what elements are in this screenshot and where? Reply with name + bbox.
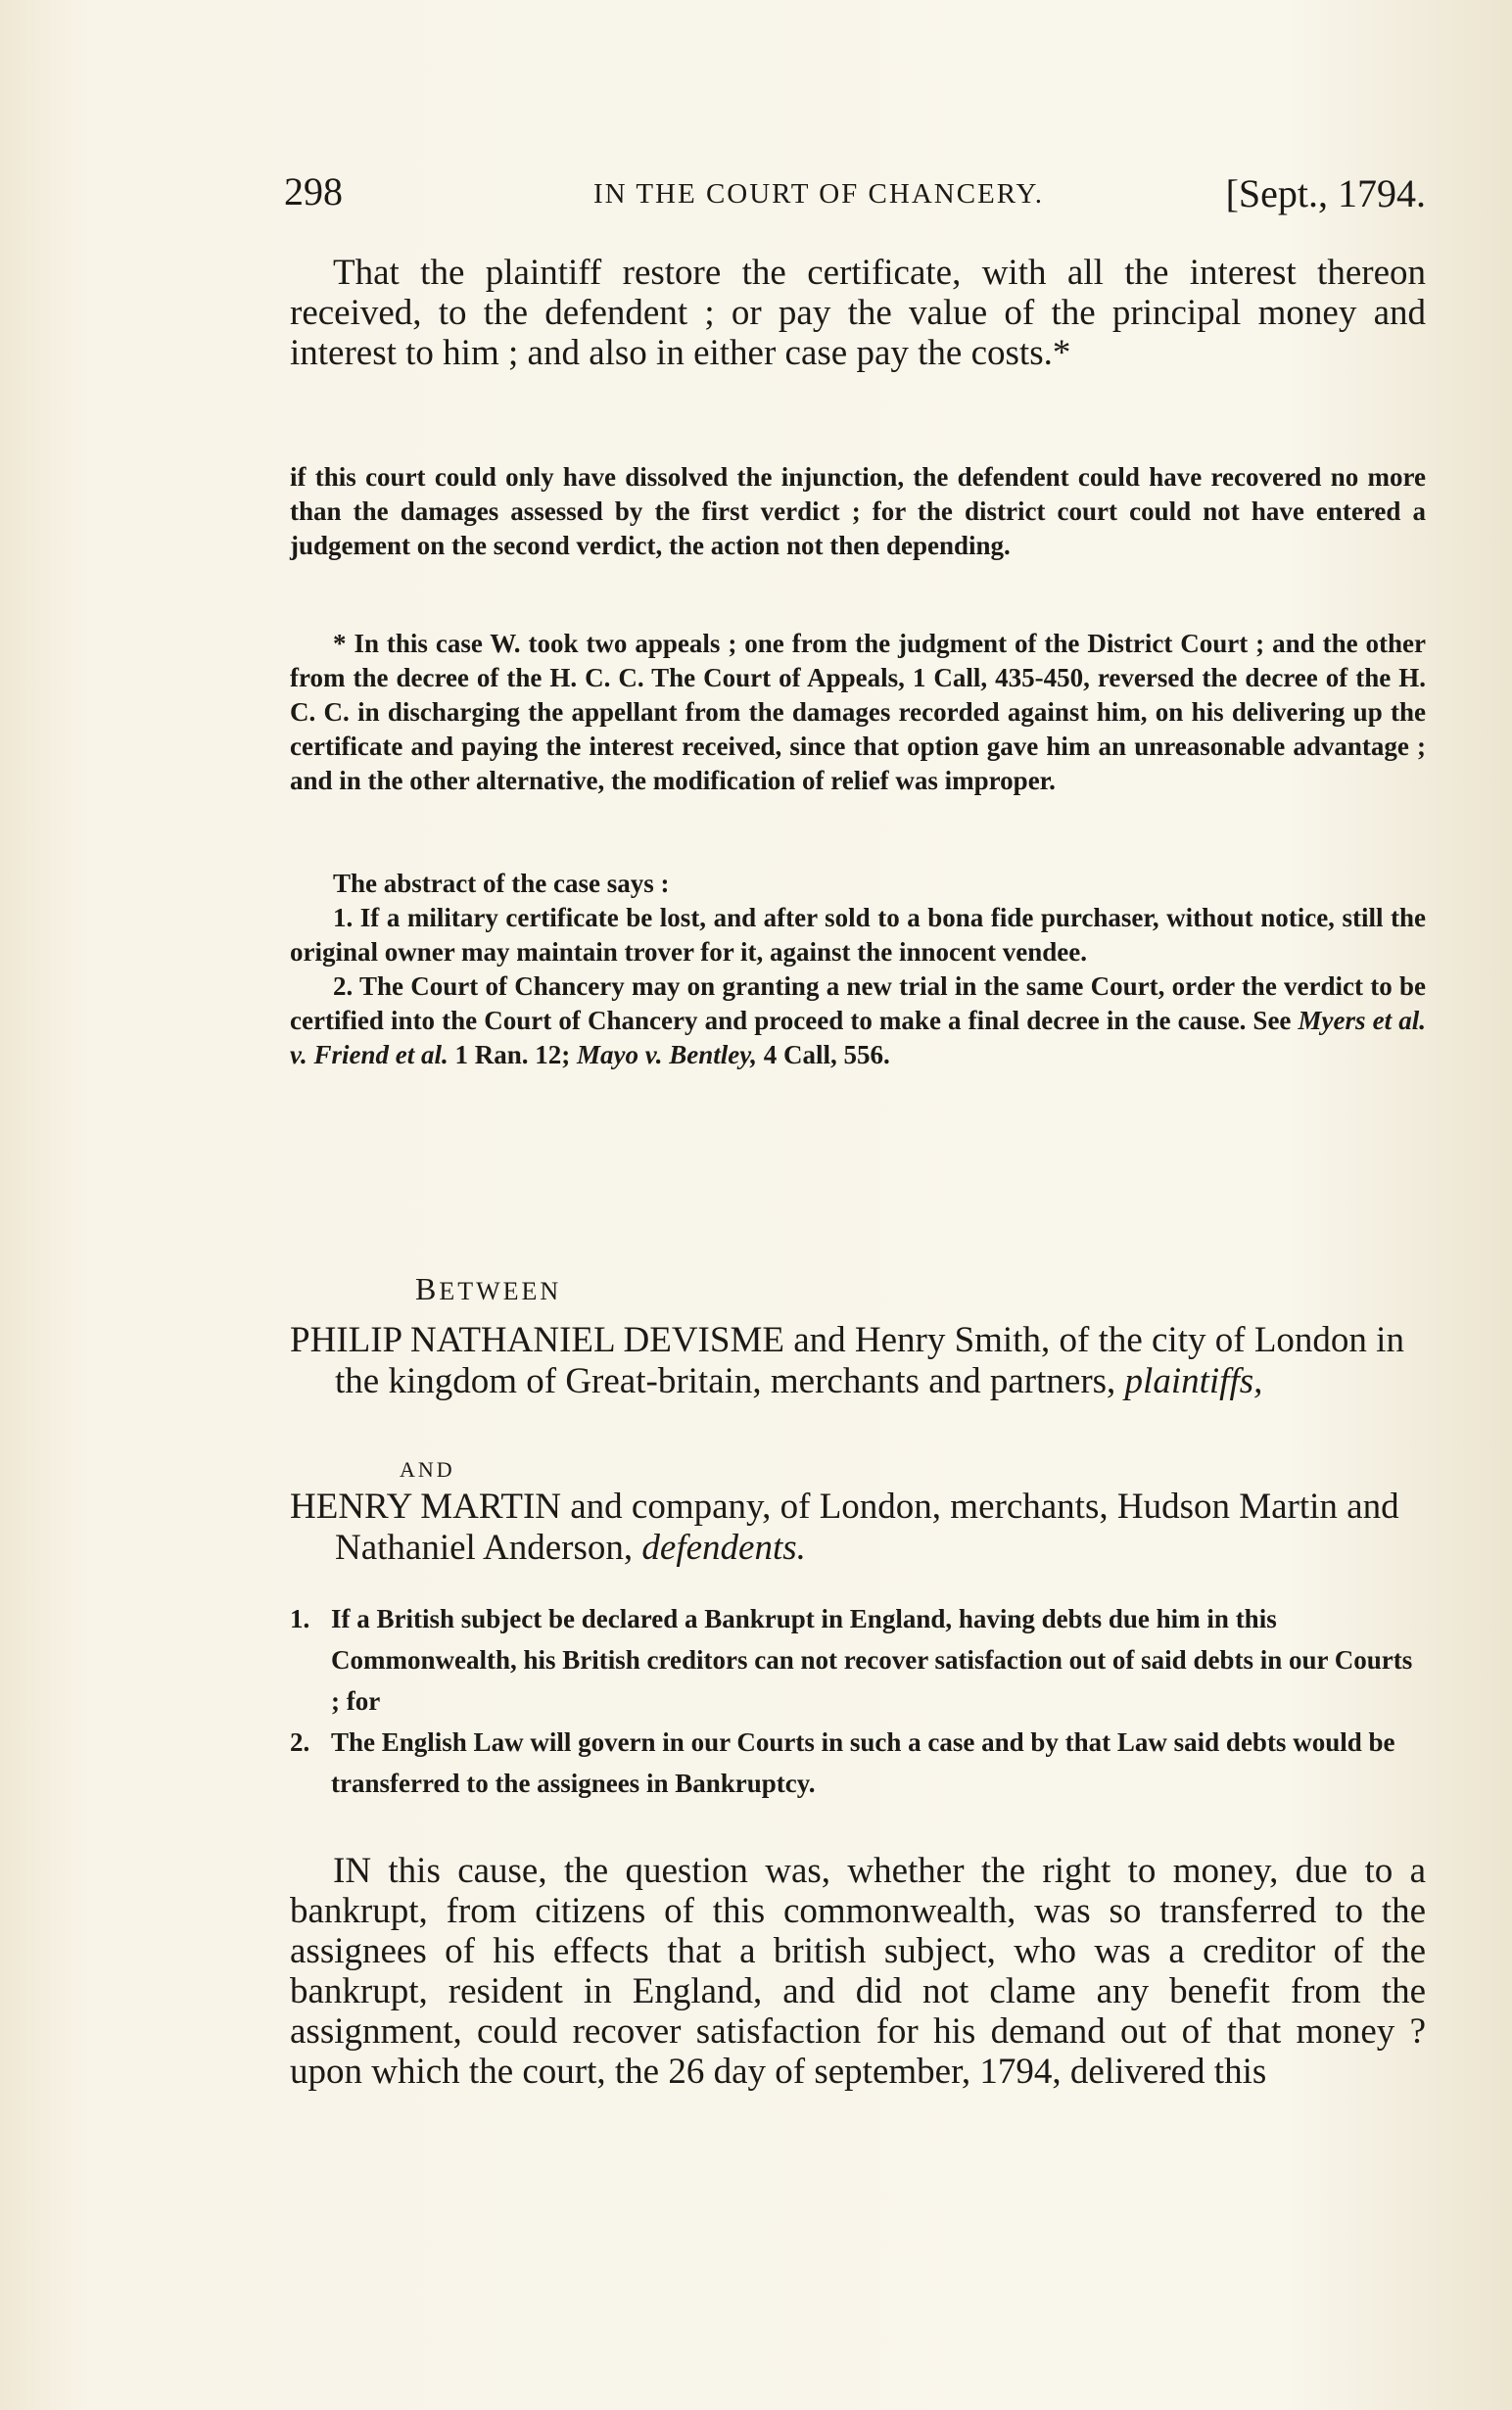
citation-2: Mayo v. Bentley, [577,1040,757,1069]
footnote-star: * In this case W. took two appeals ; one from the judgment of the District Court ; and the other from the decree of the H. C. C. The Court of Appeals, 1 Call, 435-450, reversed the decree of the H. C. C. in discharging the appellant from the damages recorded against him, on his delivering up the certificate and paying the interest received, since that option gave him an unreasonable advantage ; and in the other alternative, the modification of relief was improper. [290,629,1426,795]
defendents-caption [290,1487,1426,1569]
between-heading [415,1271,1512,1307]
plaintiffs-caption [290,1320,1426,1402]
defendents-line: HENRY MARTIN and company, of London, merchants, Hudson Martin and Nathaniel Anderson, [290,1487,1399,1568]
opening-paragraph: IN this cause, the question was, whether the right to money, due to a bankrupt, from citizens of this commonwealth, was so transferred to the assignees of his effects that a british subject, who was a creditor of the bankrupt, resident in England, and did not clame any benefit from the assignment, could recover satisfaction for his demand out of that money ? upon which the court, the 26 day of september, 1794, delivered this [290,1851,1426,2092]
citation-1-ref: 1 Ran. 12; [454,1040,571,1069]
headnote-number: 1. [290,1604,310,1633]
running-header [284,168,1426,227]
plaintiffs-label: plaintiffs, [1124,1361,1263,1401]
abstract-intro: The abstract of the case says : [333,869,670,898]
defendents-text [290,1487,1426,1569]
headnote-text: If a British subject be declared a Bankrupt in England, having debts due him in this Commonwealth, his British creditors can not recover satisfaction out of said debts in our Courts ; for [331,1604,1413,1716]
between-initial: B [415,1271,440,1306]
plaintiffs-text [290,1320,1426,1402]
abstract-block [290,867,1426,1072]
page-number: 298 [284,169,343,213]
citation-1: Myers et al. v. Friend et al. [290,1006,1427,1069]
abstract-item-2-text: 2. The Court of Chancery may on granting a new trial in the same Court, order the verdict to be certified into the Court of Chancery and proceed to make a final decree in the cause. See [290,971,1426,1035]
headnote-item [290,1598,1426,1722]
between-rest: ETWEEN [439,1277,562,1305]
headnotes-list [290,1598,1426,1804]
and-separator: AND [400,1457,455,1482]
decree-paragraph: That the plaintiff restore the certificate, with all the interest thereon received, to the defendent ; or pay the value of the principal money and interest to him ; and also in either case pay the costs.* [290,253,1426,373]
headnote-number: 2. [290,1727,310,1757]
defendents-label: defendents. [641,1528,806,1568]
plaintiffs-line: PHILIP NATHANIEL DEVISME and Henry Smith, of the city of London in the kingdom of Great-britain, merchants and partners, [290,1320,1404,1401]
running-title: IN THE COURT OF CHANCERY. [593,178,1044,210]
headnote-text: The English Law will govern in our Courts in such a case and by that Law said debts would be transferred to the assignees in Bankruptcy. [331,1727,1395,1798]
headnote-item [290,1722,1426,1804]
abstract-item-2 [290,969,1426,1072]
header-date: [Sept., 1794. [1225,171,1426,215]
abstract-item-1: 1. If a military certificate be lost, and after sold to a bona fide purchaser, without notice, still the original owner may maintain trover for it, against the innocent vendee. [290,903,1426,967]
citation-2-ref: 4 Call, 556. [763,1040,890,1069]
footnote-continuation: if this court could only have dissolved the injunction, the defendent could have recovered no more than the damages assessed by the first verdict ; for the district court could not have entered a judgement on the second verdict, the action not then depending. [290,462,1426,560]
